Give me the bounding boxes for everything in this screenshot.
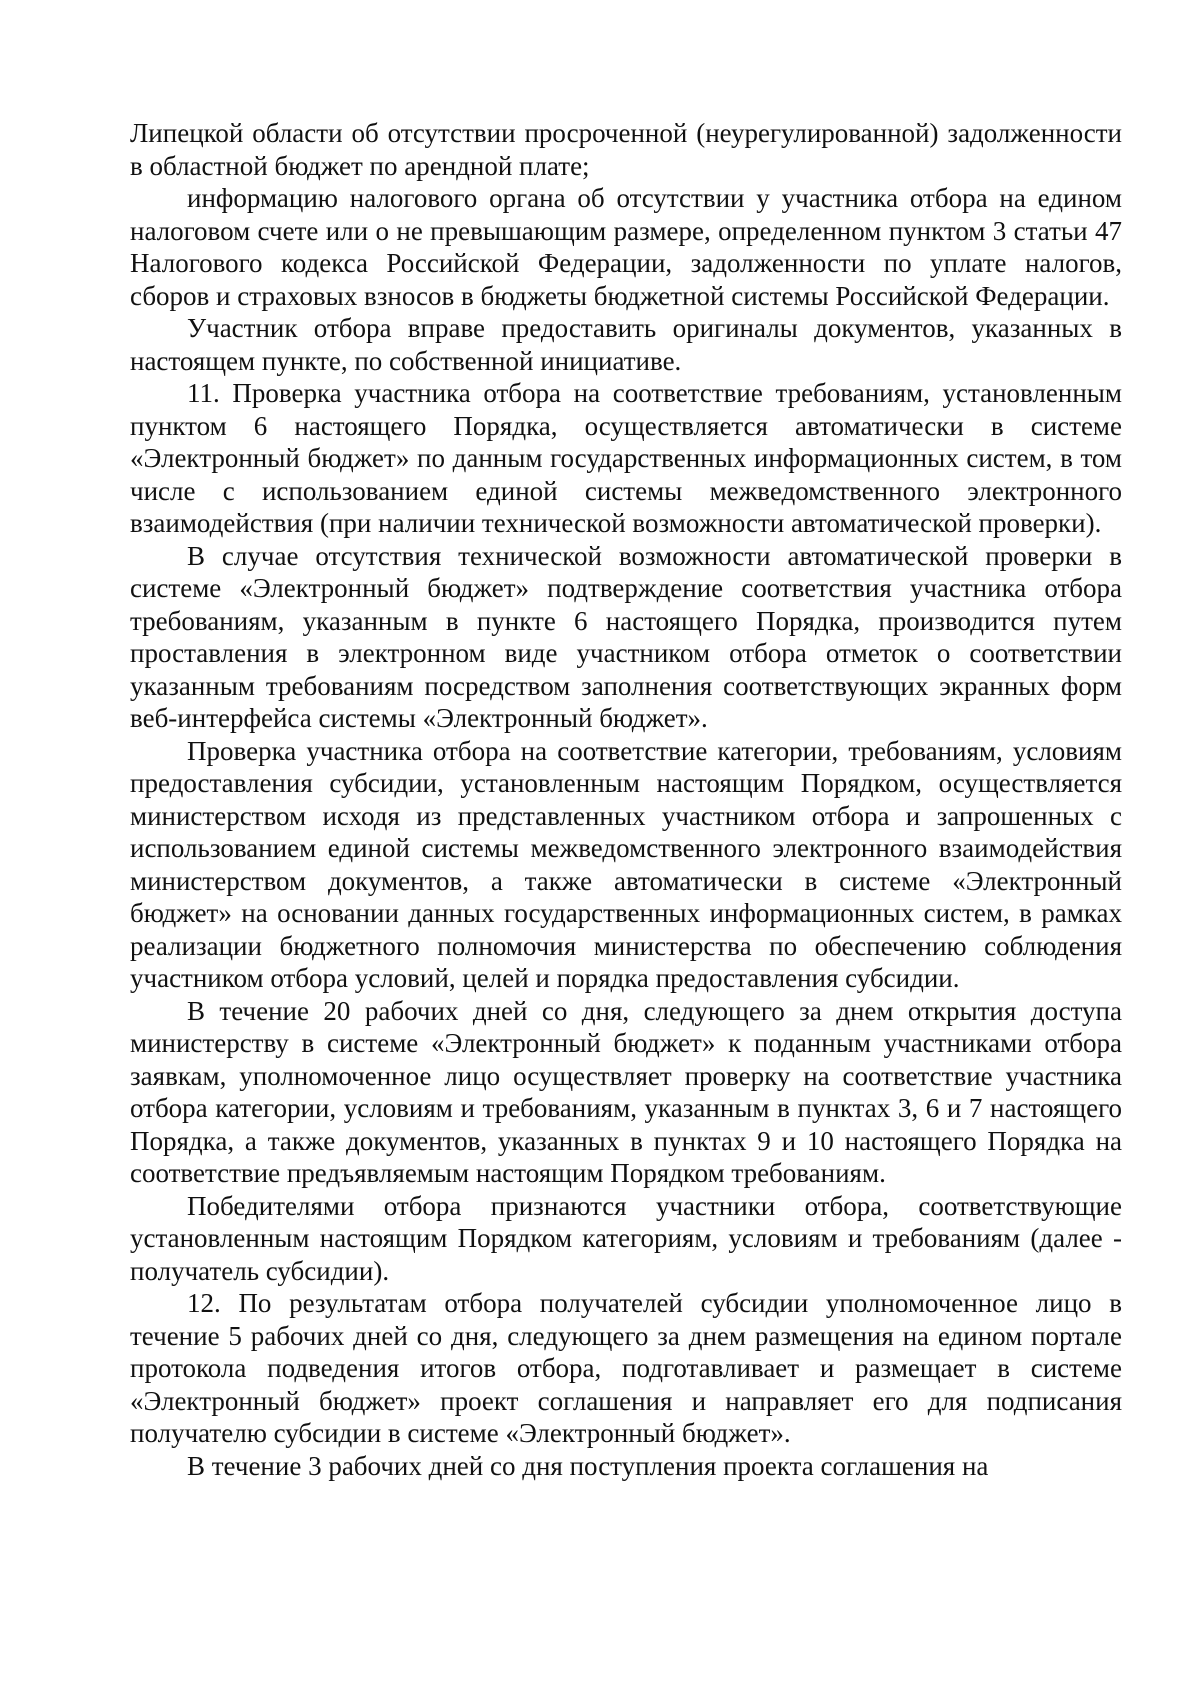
- paragraph-7: В течение 20 рабочих дней со дня, следующего за днем открытия доступа министерству в системе «Электронный бюджет» к поданным участниками отбора заявкам, уполномоченное лицо осуществляет проверку на соответствие участника отбора категории, условиям и требованиям, указанным в пунктах 3, 6 и 7 настоящего Порядка, а также документов, указанных в пунктах 9 и 10 настоящего Порядка на соответствие предъявляемым настоящим Порядком требованиям.: [130, 995, 1122, 1188]
- paragraph-4: 11. Проверка участника отбора на соответствие требованиям, установленным пунктом 6 настоящего Порядка, осуществляется автоматически в системе «Электронный бюджет» по данным государственных информационных систем, в том числе с использованием единой системы межведомственного электронного взаимодействия (при наличии технической возможности автоматической проверки).: [130, 378, 1122, 538]
- paragraph-8: Победителями отбора признаются участники отбора, соответствующие установленным настоящим Порядком категориям, условиям и требованиям (далее - получатель субсидии).: [130, 1190, 1122, 1286]
- paragraph-3: Участник отбора вправе предоставить оригиналы документов, указанных в настоящем пункте, по собственной инициативе.: [130, 313, 1122, 376]
- paragraph-2: информацию налогового органа об отсутствии у участника отбора на едином налоговом счете или о не превышающим размере, определенном пунктом 3 статьи 47 Налогового кодекса Российской Федерации, задолженности по уплате налогов, сборов и страховых взносов в бюджеты бюджетной системы Российской Федерации.: [130, 183, 1122, 311]
- paragraph-1: Липецкой области об отсутствии просроченной (неурегулированной) задолженности в областной бюджет по арендной плате;: [130, 118, 1122, 181]
- paragraph-10: В течение 3 рабочих дней со дня поступления проекта соглашения на: [187, 1450, 989, 1481]
- document-body: [130, 117, 1122, 1482]
- paragraph-9: 12. По результатам отбора получателей субсидии уполномоченное лицо в течение 5 рабочих дней со дня, следующего за днем размещения на едином портале протокола подведения итогов отбора, подготавливает и размещает в системе «Электронный бюджет» проект соглашения и направляет его для подписания получателю субсидии в системе «Электронный бюджет».: [130, 1288, 1122, 1448]
- paragraph-5: В случае отсутствия технической возможности автоматической проверки в системе «Электронный бюджет» подтверждение соответствия участника отбора требованиям, указанным в пункте 6 настоящего Порядка, производится путем проставления в электронном виде участником отбора отметок о соответствии указанным требованиям посредством заполнения соответствующих экранных форм веб-интерфейса системы «Электронный бюджет».: [130, 540, 1122, 733]
- paragraph-6: Проверка участника отбора на соответствие категории, требованиям, условиям предоставления субсидии, установленным настоящим Порядком, осуществляется министерством исходя из представленных участником отбора и запрошенных с использованием единой системы межведомственного электронного взаимодействия министерством документов, а также автоматически в системе «Электронный бюджет» на основании данных государственных информационных систем, в рамках реализации бюджетного полномочия министерства по обеспечению соблюдения участником отбора условий, целей и порядка предоставления субсидии.: [130, 735, 1122, 993]
